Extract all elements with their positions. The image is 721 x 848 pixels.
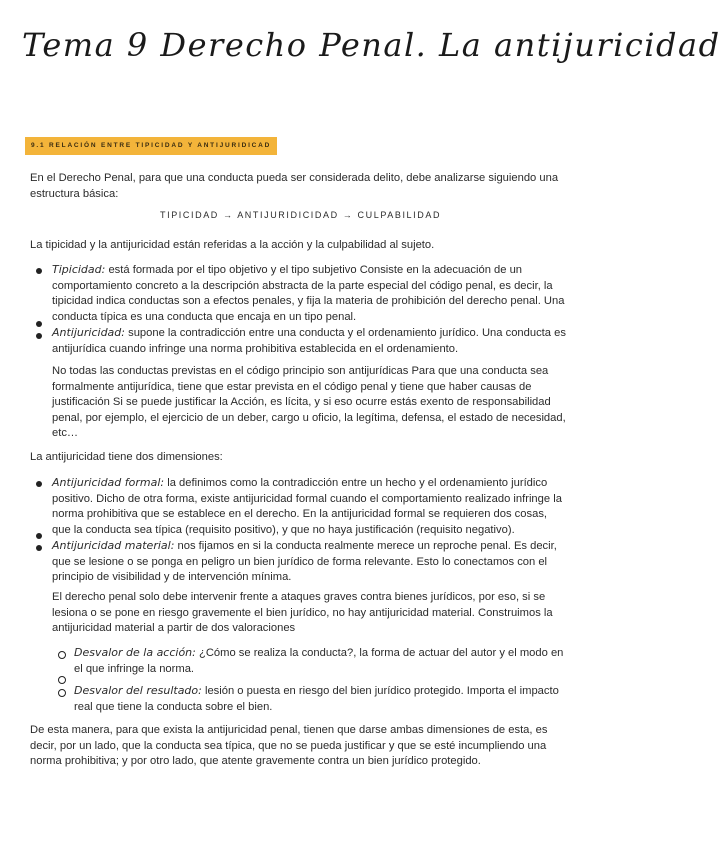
page-title: Tema 9 Derecho Penal. La antijuricidad <box>22 26 721 64</box>
item-text: la definimos como la contradicción entre un hecho y el ordenamiento jurídico positivo. Dicho de otra forma, existe antijuricidad formal cuando el comportamiento realizado infringe la norma prohibitiva que se establece en el derecho. En la antijuricidad formal se requieren dos cosas, que la conducta sea típica (requisito positivo), y que no haya justificación (requisito negativo). <box>52 477 562 536</box>
section-heading: 9.1 RELACIÓN ENTRE TIPICIDAD Y ANTIJURIDICAD <box>25 137 277 155</box>
term-label: Desvalor del resultado: <box>74 684 202 697</box>
item-text: supone la contradicción entre una conducta y el ordenamiento jurídico. Una conducta es antijurídica cuando infringe una norma prohibitiva establecida en el ordenamiento. <box>52 327 566 355</box>
bullet-icon <box>36 481 42 487</box>
term-label: Desvalor de la acción: <box>74 646 196 659</box>
relation-paragraph: La tipicidad y la antijuricidad están referidas a la acción y la culpabilidad al sujeto. <box>30 239 435 251</box>
bullet-icon <box>36 321 42 327</box>
term-label: Tipicidad: <box>52 263 106 276</box>
term-label: Antijuricidad: <box>52 326 125 339</box>
bullet-icon <box>36 545 42 551</box>
bullet-icon <box>36 268 42 274</box>
list-item <box>52 325 567 357</box>
item-text: lesión o puesta en riesgo del bien jurídico protegido. Importa el impacto real que tiene la conducta sobre el bien. <box>74 685 559 713</box>
bullet-icon <box>36 333 42 339</box>
structure-flow: TIPICIDAD → ANTIJURIDICIDAD → CULPABILIDAD <box>160 210 442 220</box>
item-text: está formada por el tipo objetivo y el tipo subjetivo Consiste en la adecuación de un comportamiento concreto a la descripción abstracta de la parte especial del código penal, es decir, la tipicidad indica conductas son a efectos penales, y fija la materia de prohibición del derecho penal. Una conducta típica es una conducta que encaja en un tipo penal. <box>52 264 565 323</box>
term-label: Antijuricidad formal: <box>52 476 165 489</box>
intro-paragraph: En el Derecho Penal, para que una conducta pueda ser considerada delito, debe analizarse siguiendo una estructura básica: <box>30 172 559 200</box>
list-item <box>52 538 567 586</box>
list-item <box>52 262 567 325</box>
indented-paragraph: El derecho penal solo debe intervenir frente a ataques graves contra bienes jurídicos, por eso, si se lesiona o se pone en riesgo gravemente el bien jurídico, no hay antijuricidad material. Construimos la antijuricidad material a partir de dos valoraciones <box>52 591 553 634</box>
term-label: Antijuricidad material: <box>52 539 175 552</box>
sub-list-item <box>74 683 570 715</box>
indented-paragraph: No todas las conductas previstas en el código principio son antijurídicas Para que una conducta sea formalmente antijurídica, tiene que estar prevista en el código penal y tiene que haber causas de justificación Si se puede justificar la Acción, es lícita, y si eso ocurre estás exento de responsabilidad penal, por ejemplo, el ejercicio de un deber, cargo u oficio, la legítima, defensa, el estado de necesidad, etc… <box>52 365 566 439</box>
list-item <box>52 475 567 538</box>
item-text: ¿Cómo se realiza la conducta?, la forma de actuar del autor y el modo en el que infringe la norma. <box>74 647 564 675</box>
circle-bullet-icon <box>58 676 66 684</box>
circle-bullet-icon <box>58 689 66 697</box>
bullet-icon <box>36 533 42 539</box>
sub-list-item <box>74 645 570 677</box>
circle-bullet-icon <box>58 651 66 659</box>
dimensions-paragraph: La antijuricidad tiene dos dimensiones: <box>30 451 223 463</box>
conclusion-paragraph: De esta manera, para que exista la antijuricidad penal, tienen que darse ambas dimensiones de esta, es decir, por un lado, que la conducta sea típica, que no se pueda justificar y que se esté incumpliendo una norma prohibitiva; y por otro lado, que atente gravemente contra un bien jurídico protegido. <box>30 724 548 767</box>
item-text: nos fijamos en si la conducta realmente merece un reproche penal. Es decir, que se lesione o se ponga en peligro un bien jurídico de forma relevante. Esto lo conectamos con el principio de visibilidad y de intervención mínima. <box>52 540 557 583</box>
